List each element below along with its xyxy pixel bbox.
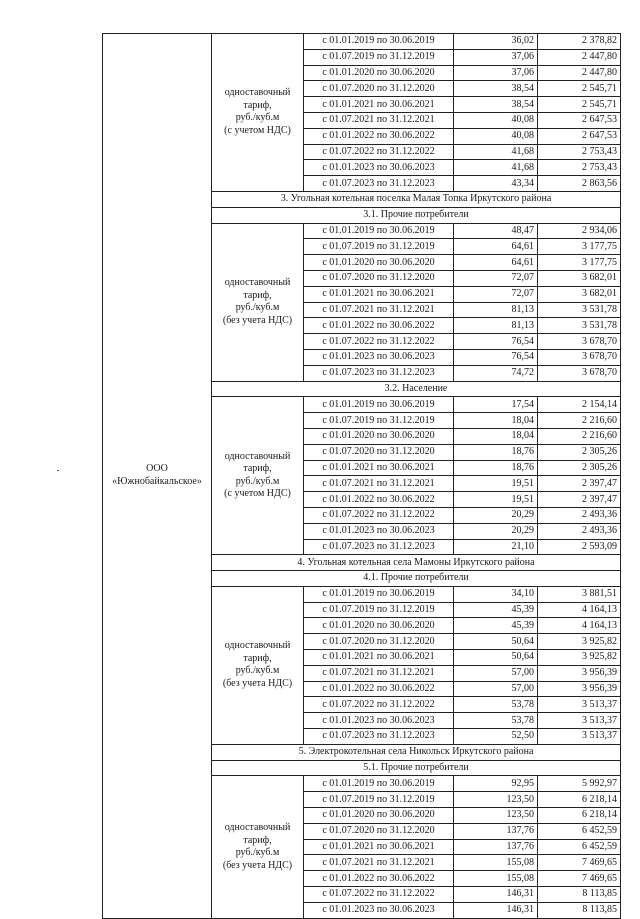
value-cell: 2 593,09 xyxy=(538,539,621,555)
rate-cell: 37,06 xyxy=(454,65,538,81)
period-cell: с 01.01.2019 по 30.06.2019 xyxy=(304,397,454,413)
value-cell: 3 682,01 xyxy=(538,270,621,286)
rate-cell: 123,50 xyxy=(454,808,538,824)
tariff-type-line: одноставочный xyxy=(224,87,291,99)
section-heading: 3. Угольная котельная поселка Малая Топка Иркутского района xyxy=(212,191,621,207)
section-subheading: 4.1. Прочие потребители xyxy=(212,571,621,587)
rate-cell: 137,76 xyxy=(454,823,538,839)
period-cell: с 01.07.2022 по 31.12.2022 xyxy=(304,144,454,160)
rate-cell: 81,13 xyxy=(454,302,538,318)
value-cell: 2 753,43 xyxy=(538,144,621,160)
rate-cell: 34,10 xyxy=(454,586,538,602)
value-cell: 2 493,36 xyxy=(538,523,621,539)
value-cell: 2 647,53 xyxy=(538,112,621,128)
value-cell: 6 218,14 xyxy=(538,792,621,808)
period-cell: с 01.01.2020 по 30.06.2020 xyxy=(304,255,454,271)
period-cell: с 01.01.2022 по 30.06.2022 xyxy=(304,681,454,697)
period-cell: с 01.07.2020 по 31.12.2020 xyxy=(304,634,454,650)
rate-cell: 53,78 xyxy=(454,713,538,729)
tariff-type-line: (без учета НДС) xyxy=(222,859,293,871)
value-cell: 3 678,70 xyxy=(538,334,621,350)
period-cell: с 01.07.2020 по 31.12.2020 xyxy=(304,823,454,839)
rate-cell: 57,00 xyxy=(454,665,538,681)
tariff-type-line: руб./куб.м xyxy=(235,112,280,124)
value-cell: 3 531,78 xyxy=(538,318,621,334)
organization-name xyxy=(103,34,212,919)
tariff-table-body xyxy=(103,34,621,919)
period-cell: с 01.07.2021 по 31.12.2021 xyxy=(304,302,454,318)
value-cell: 2 647,53 xyxy=(538,128,621,144)
value-cell: 2 863,56 xyxy=(538,176,621,192)
rate-cell: 146,31 xyxy=(454,887,538,903)
value-cell: 2 753,43 xyxy=(538,160,621,176)
period-cell: с 01.07.2019 по 31.12.2019 xyxy=(304,413,454,429)
rate-cell: 50,64 xyxy=(454,634,538,650)
value-cell: 2 154,14 xyxy=(538,397,621,413)
value-cell: 2 545,71 xyxy=(538,81,621,97)
tariff-type-line: руб./куб.м xyxy=(235,665,280,677)
rate-cell: 40,08 xyxy=(454,128,538,144)
organization-name-line: «Южнобайкальское» xyxy=(112,475,202,487)
period-cell: с 01.01.2021 по 30.06.2021 xyxy=(304,97,454,113)
rate-cell: 92,95 xyxy=(454,776,538,792)
period-cell: с 01.07.2020 по 31.12.2020 xyxy=(304,444,454,460)
section-subheading: 3.1. Прочие потребители xyxy=(212,207,621,223)
period-cell: с 01.01.2022 по 30.06.2022 xyxy=(304,318,454,334)
value-cell: 2 397,47 xyxy=(538,492,621,508)
tariff-type-line: тариф, xyxy=(243,289,272,301)
rate-cell: 41,68 xyxy=(454,160,538,176)
rate-cell: 18,76 xyxy=(454,444,538,460)
rate-cell: 72,07 xyxy=(454,286,538,302)
tariff-type xyxy=(212,586,304,744)
period-cell: с 01.01.2019 по 30.06.2019 xyxy=(304,34,454,50)
rate-cell: 20,29 xyxy=(454,507,538,523)
rate-cell: 38,54 xyxy=(454,97,538,113)
period-cell: с 01.07.2019 по 31.12.2019 xyxy=(304,792,454,808)
section-heading: 5. Электрокотельная села Никольск Иркутского района xyxy=(212,744,621,760)
period-cell: с 01.01.2023 по 30.06.2023 xyxy=(304,902,454,918)
rate-cell: 123,50 xyxy=(454,792,538,808)
value-cell: 2 493,36 xyxy=(538,507,621,523)
rate-cell: 17,54 xyxy=(454,397,538,413)
period-cell: с 01.01.2020 по 30.06.2020 xyxy=(304,65,454,81)
rate-cell: 19,51 xyxy=(454,476,538,492)
period-cell: с 01.01.2023 по 30.06.2023 xyxy=(304,349,454,365)
period-cell: с 01.07.2019 по 31.12.2019 xyxy=(304,49,454,65)
rate-cell: 53,78 xyxy=(454,697,538,713)
value-cell: 2 447,80 xyxy=(538,49,621,65)
value-cell: 3 513,37 xyxy=(538,729,621,745)
period-cell: с 01.01.2023 по 30.06.2023 xyxy=(304,523,454,539)
tariff-type-line: (без учета НДС) xyxy=(222,677,293,689)
period-cell: с 01.01.2019 по 30.06.2019 xyxy=(304,586,454,602)
rate-cell: 137,76 xyxy=(454,839,538,855)
value-cell: 3 956,39 xyxy=(538,665,621,681)
period-cell: с 01.07.2023 по 31.12.2023 xyxy=(304,176,454,192)
rate-cell: 43,34 xyxy=(454,176,538,192)
value-cell: 2 447,80 xyxy=(538,65,621,81)
value-cell: 7 469,65 xyxy=(538,871,621,887)
period-cell: с 01.01.2022 по 30.06.2022 xyxy=(304,871,454,887)
rate-cell: 18,04 xyxy=(454,428,538,444)
value-cell: 3 513,37 xyxy=(538,713,621,729)
value-cell: 3 177,75 xyxy=(538,239,621,255)
value-cell: 4 164,13 xyxy=(538,602,621,618)
value-cell: 4 164,13 xyxy=(538,618,621,634)
tariff-type-line: одноставочный xyxy=(224,450,291,462)
rate-cell: 155,08 xyxy=(454,855,538,871)
organization-name-line: ООО xyxy=(146,463,168,475)
value-cell: 3 881,51 xyxy=(538,586,621,602)
rate-cell: 64,61 xyxy=(454,239,538,255)
period-cell: с 01.01.2020 по 30.06.2020 xyxy=(304,618,454,634)
rate-cell: 19,51 xyxy=(454,492,538,508)
rate-cell: 20,29 xyxy=(454,523,538,539)
rate-cell: 21,10 xyxy=(454,539,538,555)
period-cell: с 01.01.2021 по 30.06.2021 xyxy=(304,839,454,855)
value-cell: 6 452,59 xyxy=(538,823,621,839)
period-cell: с 01.07.2019 по 31.12.2019 xyxy=(304,239,454,255)
rate-cell: 52,50 xyxy=(454,729,538,745)
value-cell: 2 934,06 xyxy=(538,223,621,239)
tariff-type-line: тариф, xyxy=(243,463,272,475)
period-cell: с 01.07.2022 по 31.12.2022 xyxy=(304,697,454,713)
period-cell: с 01.01.2022 по 30.06.2022 xyxy=(304,128,454,144)
value-cell: 2 216,60 xyxy=(538,413,621,429)
period-cell: с 01.01.2023 по 30.06.2023 xyxy=(304,713,454,729)
value-cell: 3 678,70 xyxy=(538,365,621,381)
tariff-type-line: тариф, xyxy=(243,834,272,846)
tariff-type-line: руб./куб.м xyxy=(235,475,280,487)
period-cell: с 01.07.2020 по 31.12.2020 xyxy=(304,81,454,97)
tariff-type-line: тариф, xyxy=(243,99,272,111)
tariff-type-line: руб./куб.м xyxy=(235,302,280,314)
value-cell: 2 216,60 xyxy=(538,428,621,444)
tariff-type-line: тариф, xyxy=(243,652,272,664)
period-cell: с 01.07.2021 по 31.12.2021 xyxy=(304,665,454,681)
period-cell: с 01.07.2021 по 31.12.2021 xyxy=(304,476,454,492)
period-cell: с 01.07.2022 по 31.12.2022 xyxy=(304,507,454,523)
rate-cell: 36,02 xyxy=(454,34,538,50)
value-cell: 8 113,85 xyxy=(538,887,621,903)
tariff-type-line: одноставочный xyxy=(224,822,291,834)
rate-cell: 72,07 xyxy=(454,270,538,286)
rate-cell: 37,06 xyxy=(454,49,538,65)
tariff-type xyxy=(212,397,304,555)
tariff-type-line: руб./куб.м xyxy=(235,847,280,859)
tariff-type xyxy=(212,223,304,381)
period-cell: с 01.01.2023 по 30.06.2023 xyxy=(304,160,454,176)
period-cell: с 01.01.2020 по 30.06.2020 xyxy=(304,808,454,824)
value-cell: 6 218,14 xyxy=(538,808,621,824)
rate-cell: 155,08 xyxy=(454,871,538,887)
rate-cell: 41,68 xyxy=(454,144,538,160)
value-cell: 3 513,37 xyxy=(538,697,621,713)
rate-cell: 45,39 xyxy=(454,602,538,618)
period-cell: с 01.07.2023 по 31.12.2023 xyxy=(304,539,454,555)
value-cell: 8 113,85 xyxy=(538,902,621,918)
rate-cell: 40,08 xyxy=(454,112,538,128)
period-cell: с 01.07.2021 по 31.12.2021 xyxy=(304,855,454,871)
period-cell: с 01.01.2021 по 30.06.2021 xyxy=(304,460,454,476)
tariff-type-line: (без учета НДС) xyxy=(222,314,293,326)
rate-cell: 45,39 xyxy=(454,618,538,634)
rate-cell: 18,04 xyxy=(454,413,538,429)
value-cell: 3 956,39 xyxy=(538,681,621,697)
rate-cell: 76,54 xyxy=(454,349,538,365)
period-cell: с 01.07.2019 по 31.12.2019 xyxy=(304,602,454,618)
section-subheading: 3.2. Население xyxy=(212,381,621,397)
tariff-type-line: одноставочный xyxy=(224,640,291,652)
value-cell: 2 545,71 xyxy=(538,97,621,113)
value-cell: 3 682,01 xyxy=(538,286,621,302)
tariff-type-line: (с учетом НДС) xyxy=(224,124,291,136)
value-cell: 7 469,65 xyxy=(538,855,621,871)
value-cell: 2 397,47 xyxy=(538,476,621,492)
rate-cell: 81,13 xyxy=(454,318,538,334)
value-cell: 3 925,82 xyxy=(538,650,621,666)
rate-cell: 76,54 xyxy=(454,334,538,350)
value-cell: 3 925,82 xyxy=(538,634,621,650)
scan-mark xyxy=(57,470,59,471)
rate-cell: 38,54 xyxy=(454,81,538,97)
rate-cell: 146,31 xyxy=(454,902,538,918)
period-cell: с 01.01.2019 по 30.06.2019 xyxy=(304,776,454,792)
period-cell: с 01.07.2021 по 31.12.2021 xyxy=(304,112,454,128)
section-heading: 4. Угольная котельная села Мамоны Иркутского района xyxy=(212,555,621,571)
period-cell: с 01.07.2020 по 31.12.2020 xyxy=(304,270,454,286)
value-cell: 5 992,97 xyxy=(538,776,621,792)
period-cell: с 01.07.2022 по 31.12.2022 xyxy=(304,334,454,350)
rate-cell: 50,64 xyxy=(454,650,538,666)
rate-cell: 48,47 xyxy=(454,223,538,239)
value-cell: 3 678,70 xyxy=(538,349,621,365)
value-cell: 2 378,82 xyxy=(538,34,621,50)
section-subheading: 5.1. Прочие потребители xyxy=(212,760,621,776)
tariff-type-line: одноставочный xyxy=(224,277,291,289)
value-cell: 3 177,75 xyxy=(538,255,621,271)
period-cell: с 01.01.2019 по 30.06.2019 xyxy=(304,223,454,239)
period-cell: с 01.01.2021 по 30.06.2021 xyxy=(304,286,454,302)
rate-cell: 64,61 xyxy=(454,255,538,271)
period-cell: с 01.01.2020 по 30.06.2020 xyxy=(304,428,454,444)
tariff-type-line: (с учетом НДС) xyxy=(224,488,291,500)
period-cell: с 01.01.2022 по 30.06.2022 xyxy=(304,492,454,508)
value-cell: 3 531,78 xyxy=(538,302,621,318)
table-row xyxy=(103,34,621,50)
value-cell: 6 452,59 xyxy=(538,839,621,855)
rate-cell: 57,00 xyxy=(454,681,538,697)
value-cell: 2 305,26 xyxy=(538,460,621,476)
tariff-type xyxy=(212,776,304,918)
period-cell: с 01.01.2021 по 30.06.2021 xyxy=(304,650,454,666)
period-cell: с 01.07.2022 по 31.12.2022 xyxy=(304,887,454,903)
tariff-table xyxy=(102,33,621,919)
rate-cell: 18,76 xyxy=(454,460,538,476)
value-cell: 2 305,26 xyxy=(538,444,621,460)
period-cell: с 01.07.2023 по 31.12.2023 xyxy=(304,365,454,381)
rate-cell: 74,72 xyxy=(454,365,538,381)
period-cell: с 01.07.2023 по 31.12.2023 xyxy=(304,729,454,745)
tariff-type xyxy=(212,34,304,192)
